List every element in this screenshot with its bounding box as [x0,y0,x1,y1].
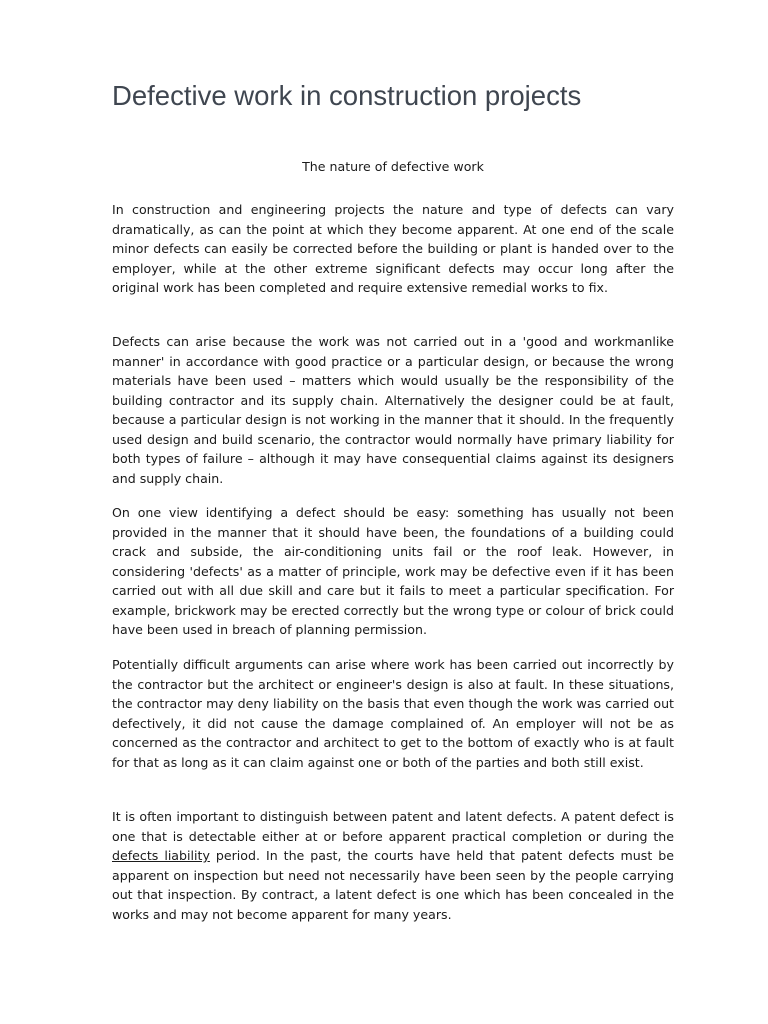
paragraph-patent-latent-defects [112,807,674,924]
paragraph-identifying-defects: On one view identifying a defect should be easy: something has usually not been provided in the manner that it should have been, the foundations of a building could crack and subside, the air-conditioning units fail or the roof leak. However, in considering 'defects' as a matter of principle, work may be defective even if it has been carried out with all due skill and care but it fails to meet a particular specification. For example, brickwork may be erected correctly but the wrong type or colour of brick could have been used in breach of planning permission. [112,505,674,637]
paragraph-text-before-link: It is often important to distinguish between patent and latent defects. A patent defect is one that is detectable either at or before apparent practical completion or during the [112,809,674,844]
paragraph-difficult-arguments: Potentially difficult arguments can arise where work has been carried out incorrectly by the contractor but the architect or engineer's design is also at fault. In these situations, the contractor may deny liability on the basis that even though the work was carried out defectively, it did not cause the damage complained of. An employer will not be as concerned as the contractor and architect to get to the bottom of exactly who is at fault for that as long as it can claim against one or both of the parties and both still exist. [112,657,674,770]
paragraph-text-after-link: period. In the past, the courts have held that patent defects must be apparent on inspection but need not necessarily have been seen by the people carrying out that inspection. By contract, a latent defect is one which has been concealed in the works and may not become apparent for many years. [112,848,674,922]
paragraph-defect-nature: In construction and engineering projects the nature and type of defects can vary dramatically, as can the point at which they become apparent. At one end of the scale minor defects can easily be corrected before the building or plant is handed over to the employer, while at the other extreme significant defects may occur long after the original work has been completed and require extensive remedial works to fix. [112,202,674,295]
section-subtitle: The nature of defective work [302,159,484,174]
document-title: Defective work in construction projects [112,80,582,111]
defects-liability-link[interactable]: defects liability [112,848,210,863]
paragraph-defect-causes: Defects can arise because the work was not carried out in a 'good and workmanlike manner' in accordance with good practice or a particular design, or because the wrong materials have been used – matters which would usually be the responsibility of the building contractor and its supply chain. Alternatively the designer could be at fault, because a particular design is not working in the manner that it should. In the frequently used design and build scenario, the contractor would normally have primary liability for both types of failure – although it may have consequential claims against its designers and supply chain. [112,334,674,486]
